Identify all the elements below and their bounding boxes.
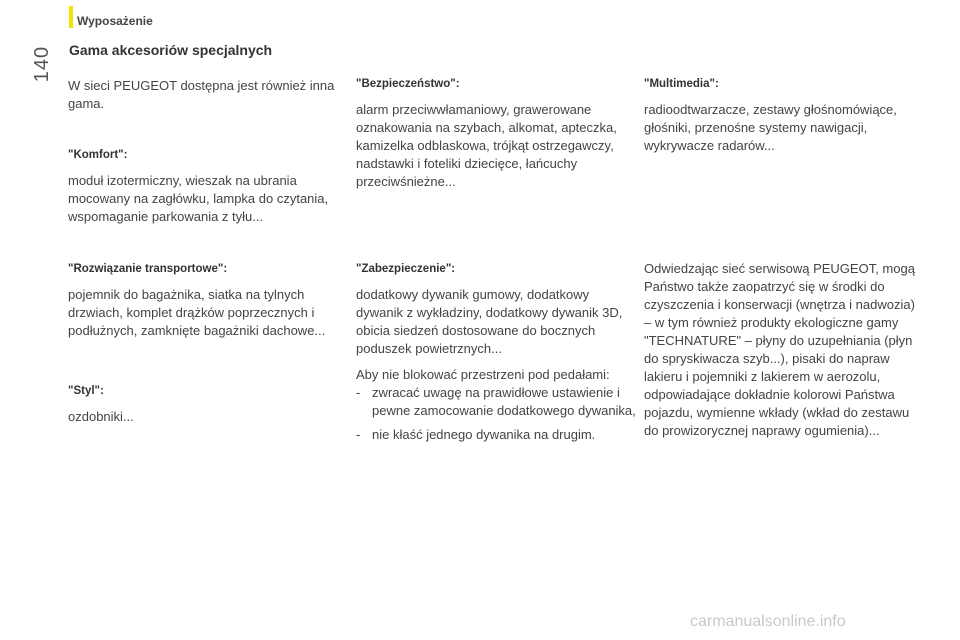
intro-text: W sieci PEUGEOT dostępna jest również inna gama.: [68, 78, 335, 111]
page-number: 140: [30, 45, 53, 83]
technature-text: Odwiedzając sieć serwisową PEUGEOT, mogą Państwo także zaopatrzyć się w środki do czyszczenia i konserwacji (wnętrza i nadwozia) – w tym również produkty ekologiczne gamy "TECHNATURE" – płyny do uzupełniania (płyn do spryskiwacza szyb...), pisaki do napraw lakieru i pojemniki z lakierem w aerozolu, odpowiadające dokładnie kolorowi Państwa pojazdu, wymienne wkłady (wkład do zestawu do prowizorycznej naprawy ogumienia)...: [644, 261, 915, 438]
list-item: - zwracać uwagę na prawidłowe ustawienie i pewne zamocowanie dodatkowego dywanika,: [356, 384, 636, 420]
komfort-text: moduł izotermiczny, wieszak na ubrania mocowany na zagłówku, lampka do czytania, wspomaganie parkowania z tyłu...: [68, 173, 329, 224]
multimedia-heading: "Multimedia":: [644, 78, 719, 90]
styl-section: [68, 382, 348, 426]
komfort-section: [68, 146, 348, 226]
pedal-note-list: [356, 384, 636, 444]
zabezpieczenie-heading: "Zabezpieczenie":: [356, 263, 456, 275]
styl-text: ozdobniki...: [68, 409, 134, 424]
zabezpieczenie-text: dodatkowy dywanik gumowy, dodatkowy dywanik z wykładziny, dodatkowy dywanik 3D, obicia siedzeń dostosowane do bocznych poduszek powietrznych...: [356, 287, 623, 356]
section-tab-marker: [69, 6, 73, 28]
list-item: - nie kłaść jednego dywanika na drugim.: [356, 426, 636, 444]
technature-section: [644, 260, 924, 440]
multimedia-section: [644, 75, 924, 155]
transport-text: pojemnik do bagażnika, siatka na tylnych drzwiach, komplet drążków poprzecznych i podłużnych, zamknięte bagażniki dachowe...: [68, 287, 326, 338]
watermark: carmanualsonline.info: [690, 613, 846, 630]
pedal-note-intro: Aby nie blokować przestrzeni pod pedałami:: [356, 367, 610, 382]
transport-heading: "Rozwiązanie transportowe":: [68, 263, 228, 275]
bezpieczenstwo-heading: "Bezpieczeństwo":: [356, 78, 460, 90]
bezpieczenstwo-text: alarm przeciwwłamaniowy, grawerowane oznakowania na szybach, alkomat, apteczka, kamizelka odblaskowa, trójkąt ostrzegawczy, nadstawki i foteliki dziecięce, łańcuchy przeciwśnieżne...: [356, 102, 617, 189]
column-1-intro: [68, 77, 348, 113]
komfort-heading: "Komfort":: [68, 149, 128, 161]
bezpieczenstwo-section: [356, 75, 636, 191]
section-label: Wyposażenie: [77, 14, 153, 28]
pedal-note: [356, 366, 636, 444]
styl-heading: "Styl":: [68, 385, 104, 397]
transport-section: [68, 260, 348, 340]
page-title: Gama akcesoriów specjalnych: [69, 42, 273, 58]
multimedia-text: radioodtwarzacze, zestawy głośnomówiące, głośniki, przenośne systemy nawigacji, wykrywacze radarów...: [644, 102, 897, 153]
zabezpieczenie-section: [356, 260, 636, 358]
